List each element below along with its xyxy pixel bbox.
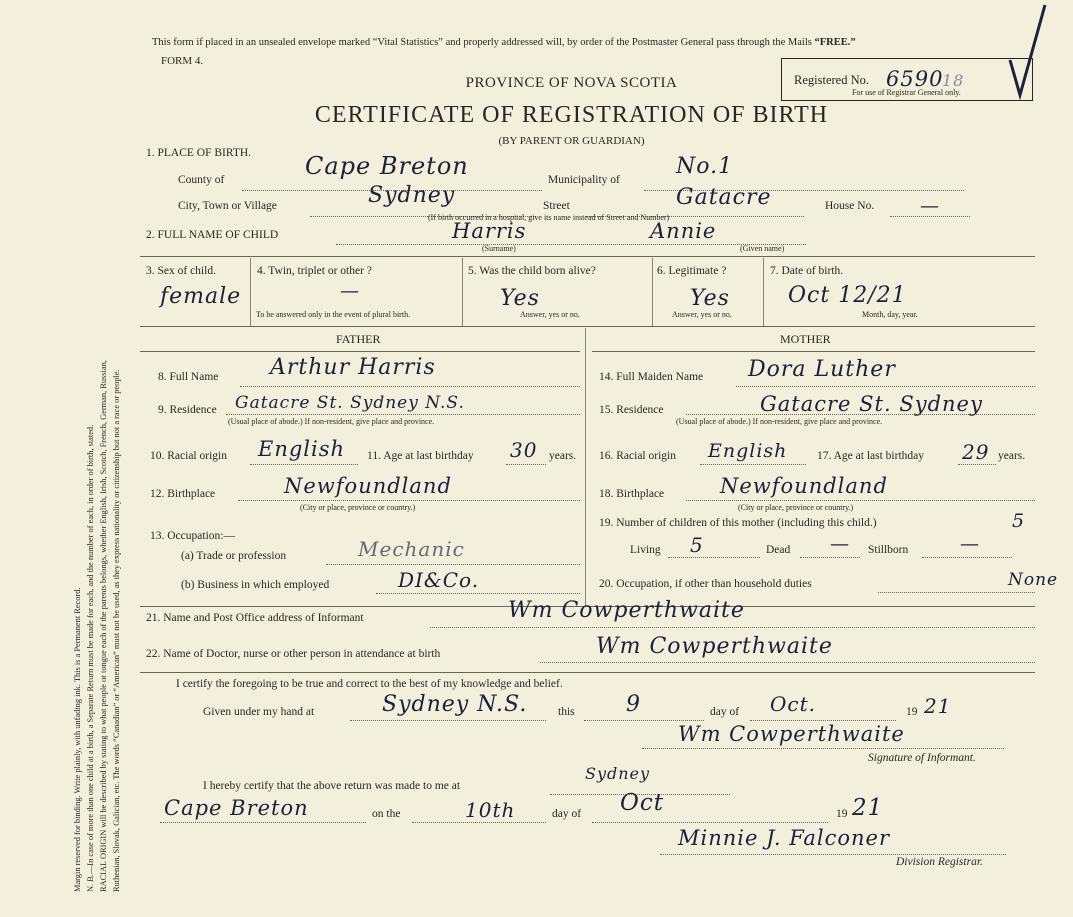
sex-label: 3. Sex of child. bbox=[146, 265, 216, 277]
father-name-label: 8. Full Name bbox=[158, 371, 219, 383]
twin-value: — bbox=[340, 280, 360, 302]
registered-note: For use of Registrar General only. bbox=[852, 88, 961, 97]
margin-line-3: RACIAL ORIGIN will be described by stating to what people or tongue each of the parents belongs, whether English, Irish, Scotch, French, German, Russian, bbox=[99, 360, 108, 892]
dead-value: — bbox=[830, 533, 850, 555]
registrar-month-value: Oct bbox=[620, 790, 664, 816]
given-place-value: Sydney N.S. bbox=[382, 692, 528, 717]
father-birthplace-value: Newfoundland bbox=[284, 474, 452, 498]
dob-note: Month, day, year. bbox=[862, 310, 918, 319]
father-age-label: 11. Age at last birthday bbox=[367, 450, 474, 462]
attendant-label: 22. Name of Doctor, nurse or other person in attendance at birth bbox=[146, 648, 441, 660]
twin-label: 4. Twin, triplet or other ? bbox=[257, 265, 372, 277]
twin-note: To be answered only in the event of plural birth. bbox=[256, 310, 411, 319]
city-value: Sydney bbox=[368, 183, 456, 208]
city-label: City, Town or Village bbox=[178, 200, 277, 212]
given-day-of-label: day of bbox=[710, 706, 740, 718]
certificate-subtitle: (BY PARENT OR GUARDIAN) bbox=[498, 135, 645, 147]
mother-birthplace-note: (City or place, province or country.) bbox=[738, 503, 854, 512]
house-number-value: — bbox=[920, 195, 940, 217]
given-year-prefix: 19 bbox=[906, 706, 918, 718]
child-name-label: 2. FULL NAME OF CHILD bbox=[146, 229, 279, 241]
registrar-on-label: on the bbox=[372, 808, 401, 820]
county-label: County of bbox=[178, 174, 225, 186]
mother-residence-label: 15. Residence bbox=[599, 404, 664, 416]
mother-age-unit: years. bbox=[998, 450, 1026, 462]
stillborn-label: Stillborn bbox=[868, 544, 909, 556]
province-heading: PROVINCE OF NOVA SCOTIA bbox=[465, 75, 678, 91]
street-value: Gatacre bbox=[676, 185, 772, 210]
postal-notice-text-2: and properly addressed will, by order of the Postmaster General pass through the Mails bbox=[445, 37, 812, 48]
postal-vital-stats: “Vital Statistics” bbox=[372, 37, 443, 48]
legitimate-value: Yes bbox=[690, 286, 730, 311]
dob-label: 7. Date of birth. bbox=[770, 265, 844, 277]
legitimate-label: 6. Legitimate ? bbox=[657, 265, 727, 277]
mother-age-value: 29 bbox=[962, 440, 990, 464]
given-day-value: 9 bbox=[626, 692, 641, 717]
mother-residence-note: (Usual place of abode.) If non-resident, give place and province. bbox=[676, 417, 883, 426]
registrar-day-of-label: day of bbox=[552, 808, 582, 820]
father-trade-value: Mechanic bbox=[358, 537, 465, 561]
alive-label: 5. Was the child born alive? bbox=[468, 265, 596, 277]
given-year-value: 21 bbox=[924, 694, 952, 718]
postal-notice-text: This form if placed in an unsealed envelope marked bbox=[152, 37, 371, 48]
alive-note: Answer, yes or no. bbox=[520, 310, 580, 319]
registered-number: 6590 bbox=[886, 67, 944, 91]
living-label: Living bbox=[630, 544, 661, 556]
father-name-value: Arthur Harris bbox=[270, 355, 436, 380]
informant-signature-label: Signature of Informant. bbox=[868, 752, 976, 764]
registrar-place-value: Sydney bbox=[585, 764, 651, 783]
informant-certify-text: I certify the foregoing to be true and correct to the best of my knowledge and belief. bbox=[176, 678, 563, 690]
given-month-value: Oct. bbox=[770, 692, 816, 716]
father-race-value: English bbox=[258, 437, 346, 461]
living-value: 5 bbox=[690, 533, 704, 557]
father-occupation-label: 13. Occupation:— bbox=[150, 530, 235, 542]
mother-birthplace-value: Newfoundland bbox=[720, 474, 888, 498]
given-name-note: (Given name) bbox=[740, 244, 785, 253]
postal-notice bbox=[152, 37, 856, 48]
margin-line-1: Margin reserved for binding. Write plainly, with unfading ink. This is a Permanent Record. bbox=[73, 587, 82, 892]
postal-free: “FREE.” bbox=[814, 37, 856, 48]
stillborn-value: — bbox=[960, 533, 980, 555]
check-mark-icon bbox=[1000, 0, 1060, 110]
form-number: FORM 4. bbox=[161, 55, 204, 67]
mother-occupation-value: None bbox=[1008, 570, 1059, 590]
hospital-note: (If birth occurred in a hospital, give its name instead of Street and Number) bbox=[428, 213, 670, 222]
registrar-signature: Minnie J. Falconer bbox=[678, 826, 891, 850]
father-business-value: DI&Co. bbox=[398, 568, 480, 592]
mother-heading: MOTHER bbox=[780, 332, 831, 346]
father-birthplace-label: 12. Birthplace bbox=[150, 488, 216, 500]
father-age-value: 30 bbox=[510, 438, 538, 462]
mother-race-label: 16. Racial origin bbox=[599, 450, 676, 462]
mother-children-value: 5 bbox=[1012, 510, 1026, 532]
informant-label: 21. Name and Post Office address of Informant bbox=[146, 612, 364, 624]
registrar-year-prefix: 19 bbox=[836, 808, 848, 820]
county-value: Cape Breton bbox=[305, 152, 469, 180]
mother-name-label: 14. Full Maiden Name bbox=[599, 371, 704, 383]
legitimate-note: Answer, yes or no. bbox=[672, 310, 732, 319]
municipality-label: Municipality of bbox=[548, 174, 620, 186]
mother-name-value: Dora Luther bbox=[748, 357, 896, 382]
registered-suffix: 18 bbox=[942, 71, 965, 90]
father-age-unit: years. bbox=[549, 450, 577, 462]
father-business-label: (b) Business in which employed bbox=[181, 579, 330, 591]
place-of-birth-label: 1. PLACE OF BIRTH. bbox=[146, 147, 252, 159]
father-trade-label: (a) Trade or profession bbox=[181, 550, 287, 562]
house-number-label: House No. bbox=[825, 200, 875, 212]
this-label: this bbox=[558, 706, 575, 718]
sex-value: female bbox=[160, 284, 242, 309]
given-name-value: Annie bbox=[650, 219, 717, 243]
father-residence-note: (Usual place of abode.) If non-resident, give place and province. bbox=[228, 417, 435, 426]
mother-residence-value: Gatacre St. Sydney bbox=[760, 392, 983, 416]
attendant-value: Wm Cowperthwaite bbox=[596, 634, 833, 659]
mother-occupation-label: 20. Occupation, if other than household duties bbox=[599, 578, 812, 590]
father-race-label: 10. Racial origin bbox=[150, 450, 227, 462]
mother-children-label: 19. Number of children of this mother (including this child.) bbox=[599, 517, 877, 529]
margin-line-4: Ruthenian, Slovak, Galician, etc. The words “Canadian” or “American” must not be used, as they express nationality or citizenship but not a race or people. bbox=[112, 369, 121, 892]
street-label: Street bbox=[543, 200, 570, 212]
mother-race-value: English bbox=[708, 440, 788, 462]
registrar-day-value: 10th bbox=[465, 798, 516, 822]
mother-birthplace-label: 18. Birthplace bbox=[599, 488, 665, 500]
dob-value: Oct 12/21 bbox=[788, 283, 907, 308]
margin-instructions bbox=[72, 30, 134, 910]
informant-signature: Wm Cowperthwaite bbox=[678, 722, 905, 746]
registrar-year-value: 21 bbox=[852, 795, 884, 821]
surname-value: Harris bbox=[452, 219, 527, 243]
father-residence-label: 9. Residence bbox=[158, 404, 217, 416]
mother-age-label: 17. Age at last birthday bbox=[817, 450, 924, 462]
registrar-certify-text: I hereby certify that the above return was made to me at bbox=[203, 780, 461, 792]
father-birthplace-note: (City or place, province or country.) bbox=[300, 503, 416, 512]
registrar-signature-label: Division Registrar. bbox=[896, 856, 983, 868]
father-residence-value: Gatacre St. Sydney N.S. bbox=[235, 393, 465, 413]
municipality-value: No.1 bbox=[676, 154, 734, 179]
registered-label: Registered No. bbox=[794, 73, 869, 87]
margin-line-2: N. B.—In case of more than one child at a birth, a Separate Return must be made for each, and the number of each, in order of birth, stated. bbox=[86, 424, 95, 892]
registrar-county-value: Cape Breton bbox=[164, 796, 309, 820]
father-heading: FATHER bbox=[336, 332, 381, 346]
surname-note: (Surname) bbox=[482, 244, 516, 253]
given-under-label: Given under my hand at bbox=[203, 706, 315, 718]
informant-value: Wm Cowperthwaite bbox=[508, 598, 745, 623]
certificate-title: CERTIFICATE OF REGISTRATION OF BIRTH bbox=[314, 102, 829, 128]
alive-value: Yes bbox=[500, 286, 540, 311]
dead-label: Dead bbox=[766, 544, 791, 556]
